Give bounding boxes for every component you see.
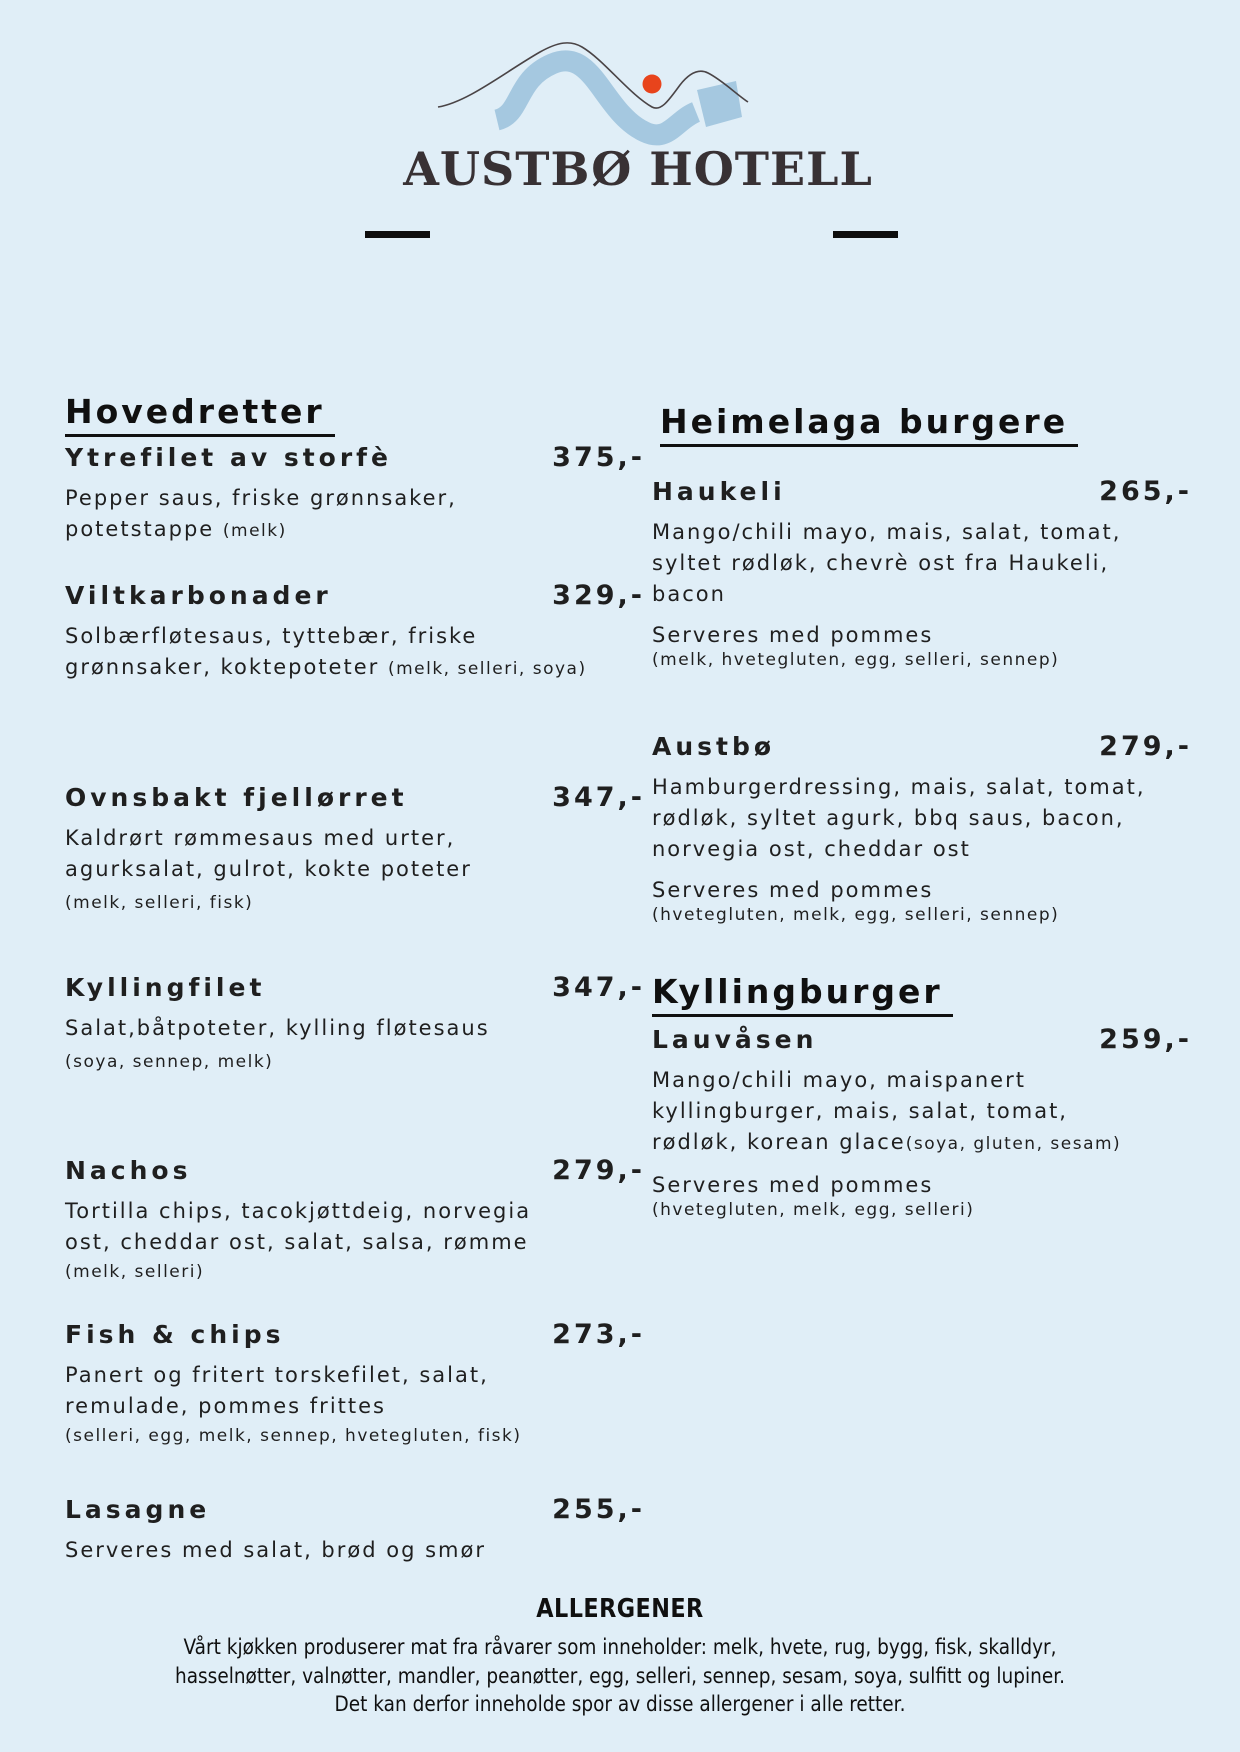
wave-flag-icon [697, 81, 742, 127]
desc-line: bacon [652, 582, 726, 606]
item-description [65, 621, 645, 685]
serving-note: Serveres med pommes [652, 878, 934, 902]
desc-line: rødløk, syltet agurk, bbq saus, bacon, [652, 806, 1125, 830]
desc-line: Mango/chili mayo, mais, salat, tomat, [652, 520, 1122, 544]
desc-line: Mango/chili mayo, maispanert [652, 1068, 1026, 1092]
item-description [65, 483, 645, 547]
allergen-footer [0, 1594, 1240, 1720]
item-name: Haukeli [652, 477, 786, 506]
allergen-note: (selleri, egg, melk, sennep, hvetegluten, fisk) [65, 1426, 522, 1446]
item-price: 259,- [1099, 1024, 1192, 1055]
desc-line: Hamburgerdressing, mais, salat, tomat, [652, 775, 1146, 799]
hotel-name: AUSTBØ HOTELL [403, 142, 873, 196]
item-price: 347,- [552, 972, 645, 1003]
allergen-line: Vårt kjøkken produserer mat fra råvarer som inneholder: melk, hvete, rug, bygg, fisk, skalldyr, [183, 1635, 1057, 1660]
item-description [65, 1360, 645, 1448]
item-description [65, 1196, 645, 1284]
menu-item-viltkarbonader [65, 580, 645, 685]
serving-note: Serveres med pommes [652, 1173, 934, 1197]
menu-item-nachos [65, 1155, 645, 1284]
serving-allergen-note: (hvetegluten, melk, egg, selleri, sennep) [652, 905, 1060, 925]
item-name: Ovnsbakt fjellørret [65, 783, 408, 812]
desc-line: Salat,båtpoteter, kylling fløtesaus [65, 1016, 490, 1040]
item-price: 273,- [552, 1319, 645, 1350]
section-heading-chickenburger: Kyllingburger [652, 972, 953, 1017]
item-name: Viltkarbonader [65, 581, 332, 610]
desc-line: syltet rødløk, chevrè ost fra Haukeli, [652, 551, 1110, 575]
item-description [652, 772, 1192, 865]
desc-line: norvegia ost, cheddar ost [652, 837, 971, 861]
serving-allergen-note: (hvetegluten, melk, egg, selleri) [652, 1200, 975, 1220]
hotel-logo [420, 26, 760, 150]
desc-line: kyllingburger, mais, salat, tomat, [652, 1099, 1068, 1123]
menu-item-austbo [652, 731, 1192, 925]
menu-item-haukeli [652, 476, 1192, 670]
allergen-title: ALLERGENER [536, 1594, 704, 1624]
desc-line: Kaldrørt rømmesaus med urter, [65, 826, 456, 850]
desc-line: potetstappe (melk) [65, 517, 287, 541]
desc-line: Serveres med salat, brød og smør [65, 1538, 486, 1562]
menu-item-fish-and-chips [65, 1319, 645, 1448]
divider-dash-left [365, 231, 430, 238]
serving-note: Serveres med pommes [652, 623, 934, 647]
item-price: 279,- [1099, 731, 1192, 762]
menu-item-ytrefilet [65, 442, 645, 547]
allergen-note: (soya, gluten, sesam) [905, 1134, 1122, 1154]
item-name: Austbø [652, 732, 776, 761]
item-price: 255,- [552, 1494, 645, 1525]
menu-item-fjellorret [65, 782, 645, 915]
desc-line: Solbærfløtesaus, tyttebær, friske [65, 624, 478, 648]
desc-line: agurksalat, gulrot, kokte poteter [65, 857, 472, 881]
allergen-line: hasselnøtter, valnøtter, mandler, peanøtter, egg, selleri, sennep, sesam, soya, sulfitt og lupiner. [175, 1663, 1065, 1689]
item-price: 265,- [1099, 476, 1192, 507]
item-description [652, 1065, 1192, 1160]
section-heading-burgers: Heimelaga burgere [660, 402, 1078, 447]
item-name: Ytrefilet av storfè [65, 443, 393, 472]
item-description [65, 1013, 645, 1074]
menu-item-lauvasen [652, 1024, 1192, 1220]
serving-allergen-note: (melk, hvetegluten, egg, selleri, sennep) [652, 650, 1060, 670]
item-name: Fish & chips [65, 1320, 285, 1349]
item-name: Lauvåsen [652, 1025, 818, 1054]
item-price: 329,- [552, 580, 645, 611]
item-name: Nachos [65, 1156, 192, 1185]
allergen-note: (soya, sennep, melk) [65, 1052, 274, 1072]
allergen-note: (melk, selleri) [65, 1262, 205, 1282]
item-description [65, 1535, 645, 1566]
allergen-line: Det kan derfor inneholde spor av disse allergener i alle retter. [334, 1692, 906, 1717]
section-heading-mains: Hovedretter [65, 392, 335, 437]
menu-item-kyllingfilet [65, 972, 645, 1074]
desc-line: grønnsaker, koktepoteter (melk, selleri, soya) [65, 655, 587, 679]
allergen-note: (melk, selleri, soya) [387, 659, 587, 679]
item-price: 375,- [552, 442, 645, 473]
item-name: Kyllingfilet [65, 973, 266, 1002]
item-price: 347,- [552, 782, 645, 813]
wave-icon [497, 61, 696, 135]
menu-item-lasagne [65, 1494, 645, 1566]
desc-line: rødløk, korean glace(soya, gluten, sesam) [652, 1130, 1122, 1154]
desc-line: Pepper saus, friske grønnsaker, [65, 486, 457, 510]
allergen-note: (melk, selleri, fisk) [65, 893, 254, 913]
allergen-note: (melk) [222, 521, 287, 541]
divider-dash-right [833, 231, 898, 238]
item-description [652, 517, 1192, 610]
sun-icon [643, 75, 662, 94]
item-description [65, 823, 645, 915]
desc-line: Panert og fritert torskefilet, salat, [65, 1363, 489, 1387]
item-price: 279,- [552, 1155, 645, 1186]
desc-line: ost, cheddar ost, salat, salsa, rømme [65, 1230, 529, 1254]
item-name: Lasagne [65, 1495, 211, 1524]
desc-line: remulade, pommes frittes [65, 1394, 386, 1418]
desc-line: Tortilla chips, tacokjøttdeig, norvegia [65, 1199, 532, 1223]
